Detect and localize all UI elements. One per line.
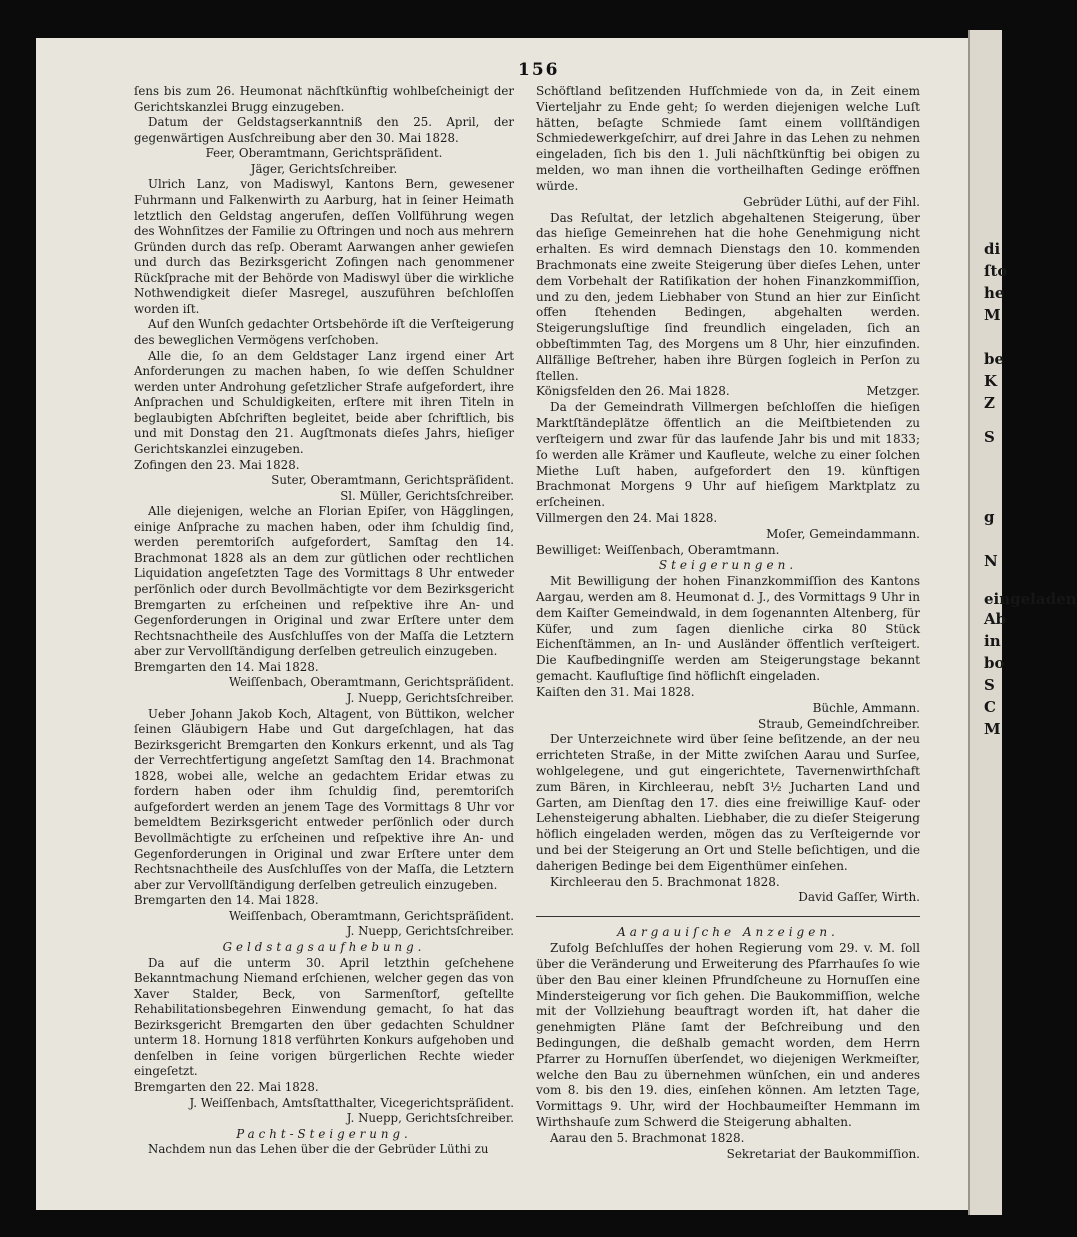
paragraph: Der Unterzeichnete wird über ſeine beſitzende, an der neu errichteten Straße, in der Mitte zwiſchen Aarau und Surſee, wohlgelegene, und gut eingerichtete, Tavernenwirthſchaft zum Bären, in Kirchleerau, nebſt 3½ Jucharten Land und Garten, am Dienſtag den 17. dies eine freiwillige Kauf- oder Lehensteigerung abhalten. Liebhaber, die zu dieſer Steigerung höflich eingeladen werden, mögen das zu Verſteigernde vor und bei der Steigerung an Ort und Stelle beſichtigen, und die daherigen Bedinge bei dem Eigenthümer einſehen.: [536, 732, 920, 873]
signature-line: Weiſſenbach, Oberamtmann, Gerichtspräſident.: [228, 908, 514, 923]
paragraph: Alle die, ſo an dem Geldstager Lanz irgend einer Art Anforderungen zu machen haben, ſo wie deſſen Schuldner werden unter Androhung geſetzlicher Strafe aufgefordert, ihre Anſprachen und Schuldigkeiten, erſtere mit ihren Titeln in beglaubigten Abſchriften begleitet, beide aber ſchriftlich, bis und mit Donstag den 21. Augſtmonats dieſes Jahrs, hieſiger Gerichtskanzlei einzugeben.: [134, 348, 514, 456]
adjacent-page-text-fragment: eingeladen: [984, 590, 1077, 608]
newspaper-page: [36, 38, 968, 1210]
paragraph: Ulrich Lanz, von Madiswyl, Kantons Bern, gewesener Fuhrmann und Falkenwirth zu Aarburg, hat in ſeiner Heimath letztlich den Geldstag angerufen, deſſen Vollführung wegen des Wohnſitzes der Familie zu Oftringen und noch aus mehrern Gründen durch das reſp. Oberamt Aarwangen anher gewieſen und durch das Bezirksgericht Zofingen nach genommener Rückſprache mit der Behörde von Madiswyl über die wirkliche Nothwendigkeit dieſer Masregel, auszuführen beſchloſſen worden iſt.: [134, 177, 514, 316]
paragraph: Schöftland beſitzenden Hufſchmiede von da, in Zeit einem Vierteljahr zu Ende geht; ſo werden diejenigen welche Luſt hätten, beſagte Schmiede ſamt einem vollſtändigen Schmiedewerkgeſchirr, auf drei Jahre in das Lehen zu nehmen eingeladen, ſich bis den 1. Juli nächſtkünftig bei obigen zu melden, wo man ihnen die vortheilhaften Gedinge eröffnen würde.: [536, 84, 920, 193]
paragraph: Datum der Geldstagserkanntniß den 25. April, der gegenwärtigen Ausſchreibung aber den 30. Mai 1828.: [134, 115, 514, 145]
signature-line: David Gaſſer, Wirth.: [798, 890, 920, 905]
signature-line: Moſer, Gemeindammann.: [766, 526, 920, 541]
paragraph: Aarau den 5. Brachmonat 1828.: [550, 1130, 745, 1145]
signature-line: Jäger, Gerichtsſchreiber.: [250, 161, 398, 176]
adjacent-page-text-fragment: in: [984, 632, 1001, 650]
paragraph: Das Reſultat, der letzlich abgehaltenen Steigerung, über das hieſige Gemeinrehen hat die hohe Genehmigung nicht erhalten. Es wird demnach Dienstags den 10. kommenden Brachmonats eine zweite Steigerung über dieſes Lehen, unter dem Vorbehalt der Ratiſikation der hohen Finanzkommiſſion, und zu den, jedem Liebhaber von Stund an hier zur Einſicht offen ſtehenden Bedingen, abgehalten werden. Steigerungsluſtige ſind freundlich eingeladen, ſich an obbeſtimmten Tag, des Morgens um 8 Uhr, hier einzufinden. Allfällige Beſtreher, haben ihre Bürgen ſogleich in Perſon zu ſtellen.: [536, 210, 920, 383]
signature-line: J. Nuepp, Gerichtsſchreiber.: [346, 924, 514, 939]
adjacent-page-edge: [968, 30, 1077, 1215]
adjacent-page-text-fragment: K: [984, 372, 998, 390]
left-column: [134, 84, 514, 1158]
adjacent-page-text-fragment: he: [984, 284, 1005, 302]
adjacent-page-text-fragment: di: [984, 240, 1001, 258]
signature-line: Sl. Müller, Gerichtsſchreiber.: [340, 488, 514, 503]
paragraph: Bewilliget: Weiſſenbach, Oberamtmann.: [536, 542, 780, 557]
paragraph: Nachdem nun das Lehen über die der Gebrüder Lüthi zu: [148, 1142, 489, 1157]
paragraph: [536, 384, 920, 400]
section-heading: Geldstagsaufhebung.: [222, 939, 426, 954]
adjacent-page-text-fragment: g: [984, 508, 995, 526]
paragraph: Alle diejenigen, welche an Florian Epiſer, von Hägglingen, einige Anſprache zu machen haben, oder ihm ſchuldig ſind, werden peremtoriſch aufgefordert, Samſtag den 14. Brachmonat 1828 als an dem zur gütlichen oder rechtlichen Liquidation angeſetzten Tage des Vormittags 8 Uhr entweder perſönlich oder durch Bevollmächtigte vor dem Bezirksgericht Bremgarten zu erſcheinen und reſpektive ihre An- und Gegenforderungen in Original und zwar Erſtere unter dem Rechtsnachtheile des Ausſchluſſes von der Maſſa die Letztern aber zur Vervollſtändigung derſelben getreulich einzugeben.: [134, 504, 514, 659]
adjacent-page-text-fragment: be: [984, 350, 1005, 368]
paragraph: Bremgarten den 14. Mai 1828.: [134, 893, 319, 908]
section-heading: Aargauiſche Anzeigen.: [617, 925, 839, 940]
paragraph: Kirchleerau den 5. Brachmonat 1828.: [550, 874, 780, 889]
paragraph: Zufolg Beſchluſſes der hohen Regierung vom 29. v. M. ſoll über die Veränderung und Erweiterung des Pfarrhauſes ſo wie über den Bau einer kleinen Pfrundſcheune zu Hornuſſen eine Mindersteigerung vor ſich gehen. Die Baukommiſſion, welche mit der Vollziehung beauftragt worden iſt, hat daher die genehmigten Pläne ſamt der Beſchreibung und den Bedingungen, die deßhalb gemacht worden, dem Herrn Pfarrer zu Hornuſſen überſendet, wo diejenigen Werkmeiſter, welche den Bau zu übernehmen wünſchen, ein und anderes vom 8. bis den 19. dies, einſehen können. Am letzten Tage, Vormittags 9. Uhr, wird der Hochbaumeiſter Hemmann im Wirthshauſe zum Schwerd die Steigerung abhalten.: [536, 941, 920, 1129]
signature-line: Büchle, Ammann.: [812, 700, 920, 715]
paragraph: Bremgarten den 22. Mai 1828.: [134, 1080, 319, 1094]
signature-line: Straub, Gemeindſchreiber.: [758, 716, 920, 731]
signature-line: J. Weiſſenbach, Amtsſtatthalter, Vicegerichtspräſident.: [189, 1095, 514, 1110]
paragraph: Zofingen den 23. Mai 1828.: [134, 457, 300, 472]
section-heading: Steigerungen.: [658, 558, 798, 573]
paragraph: ſens bis zum 26. Heumonat nächſtkünftig wohlbeſcheinigt der Gerichtskanzlei Brugg einzugeben.: [134, 84, 514, 114]
page-number: 156: [518, 60, 560, 80]
signature-line: Gebrüder Lüthi, auf der Fihl.: [743, 194, 920, 209]
signature-line: Weiſſenbach, Oberamtmann, Gerichtspräſident.: [228, 675, 514, 690]
adjacent-page-text-fragment: M: [984, 720, 1001, 738]
signature-line: J. Nuepp, Gerichtsſchreiber.: [346, 1111, 514, 1126]
signature-line: Suter, Oberamtmann, Gerichtspräſident.: [271, 473, 514, 488]
paragraph: Da der Gemeindrath Villmergen beſchloſſen die hieſigen Marktſtändeplätze öffentlich an die Meiſtbietenden zu verſteigern und zwar für das laufende Jahr bis und mit 1833; ſo werden alle Krämer und Kaufleute, welche zu einer ſolchen Miethe Luſt haben, aufgefordert den 19. künftigen Brachmonat Morgens 9 Uhr auf hieſigem Marktplatz zu erſcheinen.: [536, 400, 920, 510]
section-heading: Pacht-Steigerung.: [236, 1126, 412, 1141]
paragraph: Kaiſten den 31. Mai 1828.: [536, 684, 695, 699]
right-column: [536, 84, 920, 1162]
adjacent-page-text-fragment: S: [984, 676, 995, 694]
paragraph: Mit Bewilligung der hohen Finanzkommiſſion des Kantons Aargau, werden am 8. Heumonat d. J., des Vormittags 9 Uhr in dem Kaiſter Gemeindwald, in dem ſogenannten Altenberg, für Küfer, und zum ſagen dienliche cirka 80 Stück Eichenſtämmen, an In- und Ausländer öffentlich verſteigert. Die Kaufbedingniſſe werden am Steigerungstage bekannt gemacht. Kaufluſtige ſind höflichſt eingeladen.: [536, 574, 920, 684]
paragraph: Da auf die unterm 30. April letzthin geſchehene Bekanntmachung Niemand erſchienen, welcher gegen das von Xaver Stalder, Beck, von Sarmenſtorf, geſtellte Rehabilitationsbegehren Einwendung gemacht, ſo hat das Bezirksgericht Bremgarten den über gedachten Schuldner unterm 18. Hornung 1818 verführten Konkurs aufgehoben und denſelben in ſeine vorigen bürgerlichen Rechte wieder eingeſetzt.: [134, 955, 514, 1079]
paragraph: Auf den Wunſch gedachter Ortsbehörde iſt die Verſteigerung des beweglichen Vermögens verſchoben.: [134, 317, 514, 347]
adjacent-page-text-fragment: M: [984, 306, 1001, 324]
adjacent-page-text-fragment: Z: [984, 394, 995, 412]
signature-line: Sekretariat der Baukommiſſion.: [726, 1146, 920, 1161]
adjacent-page-text-fragment: bo: [984, 654, 1005, 672]
signature-line: J. Nuepp, Gerichtsſchreiber.: [346, 690, 514, 705]
paragraph: Villmergen den 24. Mai 1828.: [536, 510, 718, 525]
signature-line: Feer, Oberamtmann, Gerichtspräſident.: [205, 146, 443, 161]
paragraph: Ueber Johann Jakob Koch, Altagent, von Büttikon, welcher ſeinen Gläubigern Habe und Gut dargeſchlagen, hat das Bezirksgericht Bremgarten den Konkurs erkennt, und als Tag der Verrechtfertigung angeſetzt Samſtag den 14. Brachmonat 1828, wobei alle, welche an gedachtem Eridar etwas zu fordern haben oder ihm ſchuldig ſind, peremtoriſch aufgefordert werden an jenem Tage des Vormittags 8 Uhr vor bemeldtem Bezirksgericht entweder perſönlich oder durch Bevollmächtigte zu erſcheinen und reſpektive ihre An- und Gegenforderungen in Original und zwar Erſtere unter dem Rechtsnachtheile des Ausſchluſſes von der Maſſa, die Letztern aber zur Vervollſtändigung derſelben getreulich einzugeben.: [134, 706, 514, 892]
paragraph: Bremgarten den 14. Mai 1828.: [134, 659, 319, 674]
section-divider: [536, 916, 920, 917]
adjacent-page-text-fragment: Ab: [984, 610, 1007, 628]
adjacent-page-text-fragment: ſto: [984, 262, 1008, 280]
dateline: Königsfelden den 26. Mai 1828.: [536, 384, 730, 399]
adjacent-page-text-fragment: N: [984, 552, 998, 570]
signature-name: Metzger.: [866, 384, 920, 399]
adjacent-page-text-fragment: S: [984, 428, 995, 446]
adjacent-page-text-fragment: C: [984, 698, 996, 716]
